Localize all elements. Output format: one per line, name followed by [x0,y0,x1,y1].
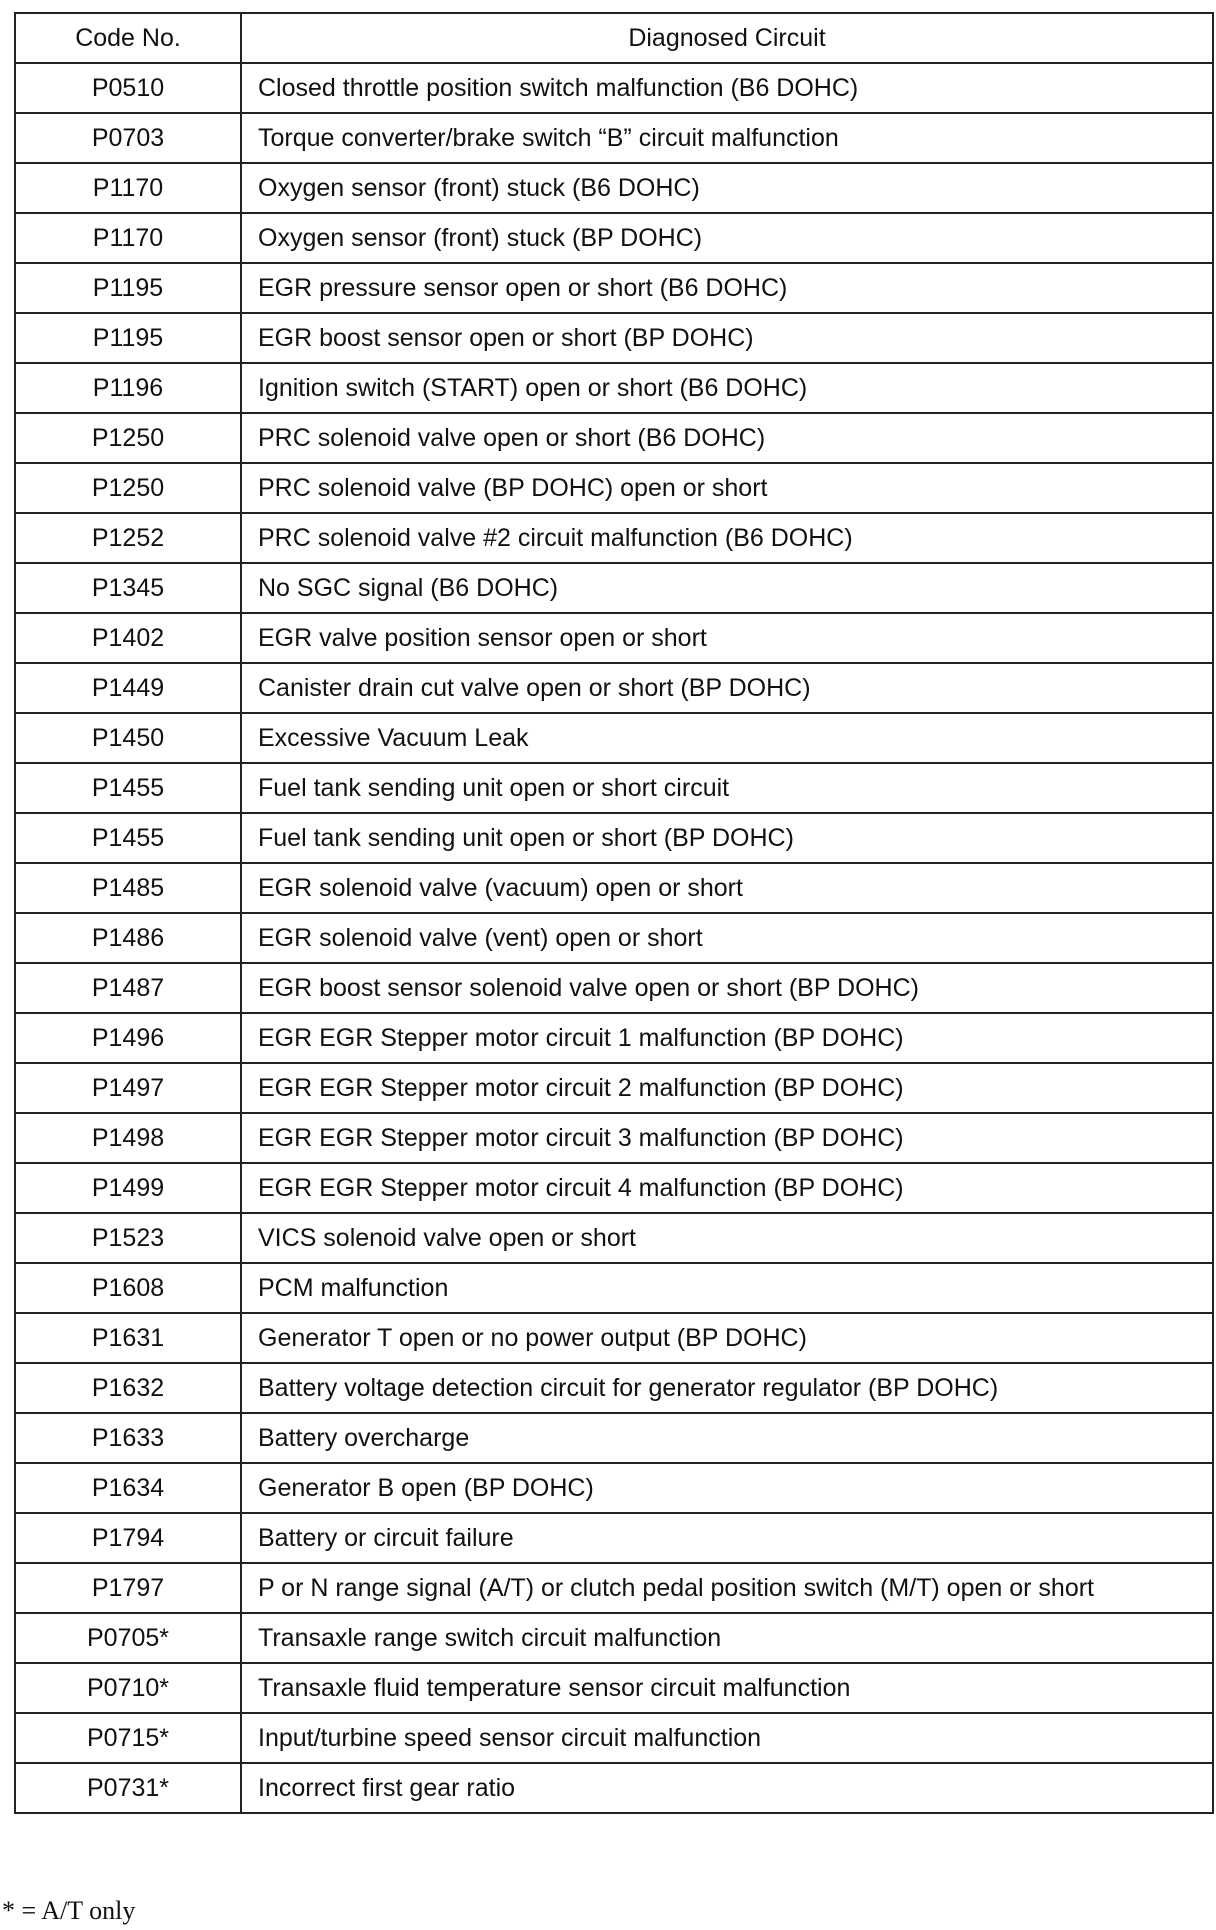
code-cell: P1170 [15,163,241,213]
diagnostic-code-table [14,12,1214,1814]
circuit-cell: EGR EGR Stepper motor circuit 2 malfunction (BP DOHC) [241,1063,1213,1113]
code-cell: P0510 [15,63,241,113]
circuit-cell: PCM malfunction [241,1263,1213,1313]
code-cell: P1195 [15,313,241,363]
table-row [15,1663,1213,1713]
code-cell: P1634 [15,1463,241,1513]
code-cell: P1631 [15,1313,241,1363]
circuit-cell: EGR pressure sensor open or short (B6 DOHC) [241,263,1213,313]
circuit-cell: Battery or circuit failure [241,1513,1213,1563]
circuit-cell: Excessive Vacuum Leak [241,713,1213,763]
code-cell: P1170 [15,213,241,263]
table-row [15,1013,1213,1063]
code-cell: P0705* [15,1613,241,1663]
code-cell: P1196 [15,363,241,413]
code-cell: P0715* [15,1713,241,1763]
code-cell: P1497 [15,1063,241,1113]
circuit-cell: PRC solenoid valve #2 circuit malfunction (B6 DOHC) [241,513,1213,563]
circuit-cell: Fuel tank sending unit open or short circuit [241,763,1213,813]
table-row [15,1713,1213,1763]
circuit-cell: Transaxle fluid temperature sensor circuit malfunction [241,1663,1213,1713]
table-row [15,1363,1213,1413]
code-cell: P0710* [15,1663,241,1713]
table-body [15,63,1213,1813]
code-cell: P1449 [15,663,241,713]
table-row [15,413,1213,463]
table-row [15,113,1213,163]
circuit-cell: EGR valve position sensor open or short [241,613,1213,663]
circuit-cell: EGR EGR Stepper motor circuit 3 malfunction (BP DOHC) [241,1113,1213,1163]
circuit-cell: Incorrect first gear ratio [241,1763,1213,1813]
circuit-cell: PRC solenoid valve (BP DOHC) open or short [241,463,1213,513]
column-header-code: Code No. [15,13,241,63]
table-row [15,1613,1213,1663]
code-cell: P1797 [15,1563,241,1613]
circuit-cell: Torque converter/brake switch “B” circuit malfunction [241,113,1213,163]
circuit-cell: EGR solenoid valve (vent) open or short [241,913,1213,963]
circuit-cell: PRC solenoid valve open or short (B6 DOHC) [241,413,1213,463]
footnote: * = A/T only [2,1896,136,1925]
code-cell: P1633 [15,1413,241,1463]
table-row [15,1213,1213,1263]
table-row [15,1463,1213,1513]
table-row [15,913,1213,963]
code-cell: P1487 [15,963,241,1013]
circuit-cell: Generator T open or no power output (BP DOHC) [241,1313,1213,1363]
table-row [15,863,1213,913]
circuit-cell: Ignition switch (START) open or short (B6 DOHC) [241,363,1213,413]
code-cell: P1195 [15,263,241,313]
table-row [15,1113,1213,1163]
code-cell: P1455 [15,763,241,813]
table-row [15,813,1213,863]
code-cell: P1250 [15,463,241,513]
circuit-cell: Closed throttle position switch malfunction (B6 DOHC) [241,63,1213,113]
table-row [15,1313,1213,1363]
code-cell: P1250 [15,413,241,463]
table-row [15,213,1213,263]
table-row [15,563,1213,613]
table-row [15,1563,1213,1613]
table-row [15,363,1213,413]
circuit-cell: Oxygen sensor (front) stuck (BP DOHC) [241,213,1213,263]
circuit-cell: Input/turbine speed sensor circuit malfunction [241,1713,1213,1763]
circuit-cell: No SGC signal (B6 DOHC) [241,563,1213,613]
table-row [15,613,1213,663]
table-row [15,263,1213,313]
code-cell: P1485 [15,863,241,913]
code-cell: P1402 [15,613,241,663]
code-cell: P1345 [15,563,241,613]
circuit-cell: Fuel tank sending unit open or short (BP DOHC) [241,813,1213,863]
table-row [15,763,1213,813]
circuit-cell: EGR boost sensor open or short (BP DOHC) [241,313,1213,363]
table-row [15,513,1213,563]
code-cell: P1450 [15,713,241,763]
circuit-cell: EGR EGR Stepper motor circuit 4 malfunction (BP DOHC) [241,1163,1213,1213]
code-cell: P1498 [15,1113,241,1163]
code-cell: P1794 [15,1513,241,1563]
circuit-cell: Generator B open (BP DOHC) [241,1463,1213,1513]
table-row [15,963,1213,1013]
circuit-cell: Transaxle range switch circuit malfunction [241,1613,1213,1663]
circuit-cell: P or N range signal (A/T) or clutch pedal position switch (M/T) open or short [241,1563,1213,1613]
code-cell: P1496 [15,1013,241,1063]
table-row [15,663,1213,713]
table-row [15,163,1213,213]
circuit-cell: EGR boost sensor solenoid valve open or short (BP DOHC) [241,963,1213,1013]
code-cell: P0703 [15,113,241,163]
table-row [15,1763,1213,1813]
table-row [15,1163,1213,1213]
code-cell: P1632 [15,1363,241,1413]
circuit-cell: Canister drain cut valve open or short (BP DOHC) [241,663,1213,713]
diagnostic-code-document [14,12,1212,1814]
code-cell: P1523 [15,1213,241,1263]
code-cell: P1486 [15,913,241,963]
circuit-cell: Oxygen sensor (front) stuck (B6 DOHC) [241,163,1213,213]
table-row [15,1513,1213,1563]
table-row [15,313,1213,363]
table-header-row [15,13,1213,63]
table-row [15,1263,1213,1313]
circuit-cell: Battery voltage detection circuit for generator regulator (BP DOHC) [241,1363,1213,1413]
table-row [15,1063,1213,1113]
circuit-cell: EGR EGR Stepper motor circuit 1 malfunction (BP DOHC) [241,1013,1213,1063]
code-cell: P1499 [15,1163,241,1213]
table-row [15,463,1213,513]
code-cell: P1455 [15,813,241,863]
table-row [15,63,1213,113]
code-cell: P1252 [15,513,241,563]
code-cell: P0731* [15,1763,241,1813]
circuit-cell: VICS solenoid valve open or short [241,1213,1213,1263]
table-row [15,713,1213,763]
circuit-cell: EGR solenoid valve (vacuum) open or short [241,863,1213,913]
circuit-cell: Battery overcharge [241,1413,1213,1463]
column-header-circuit: Diagnosed Circuit [241,13,1213,63]
table-row [15,1413,1213,1463]
code-cell: P1608 [15,1263,241,1313]
